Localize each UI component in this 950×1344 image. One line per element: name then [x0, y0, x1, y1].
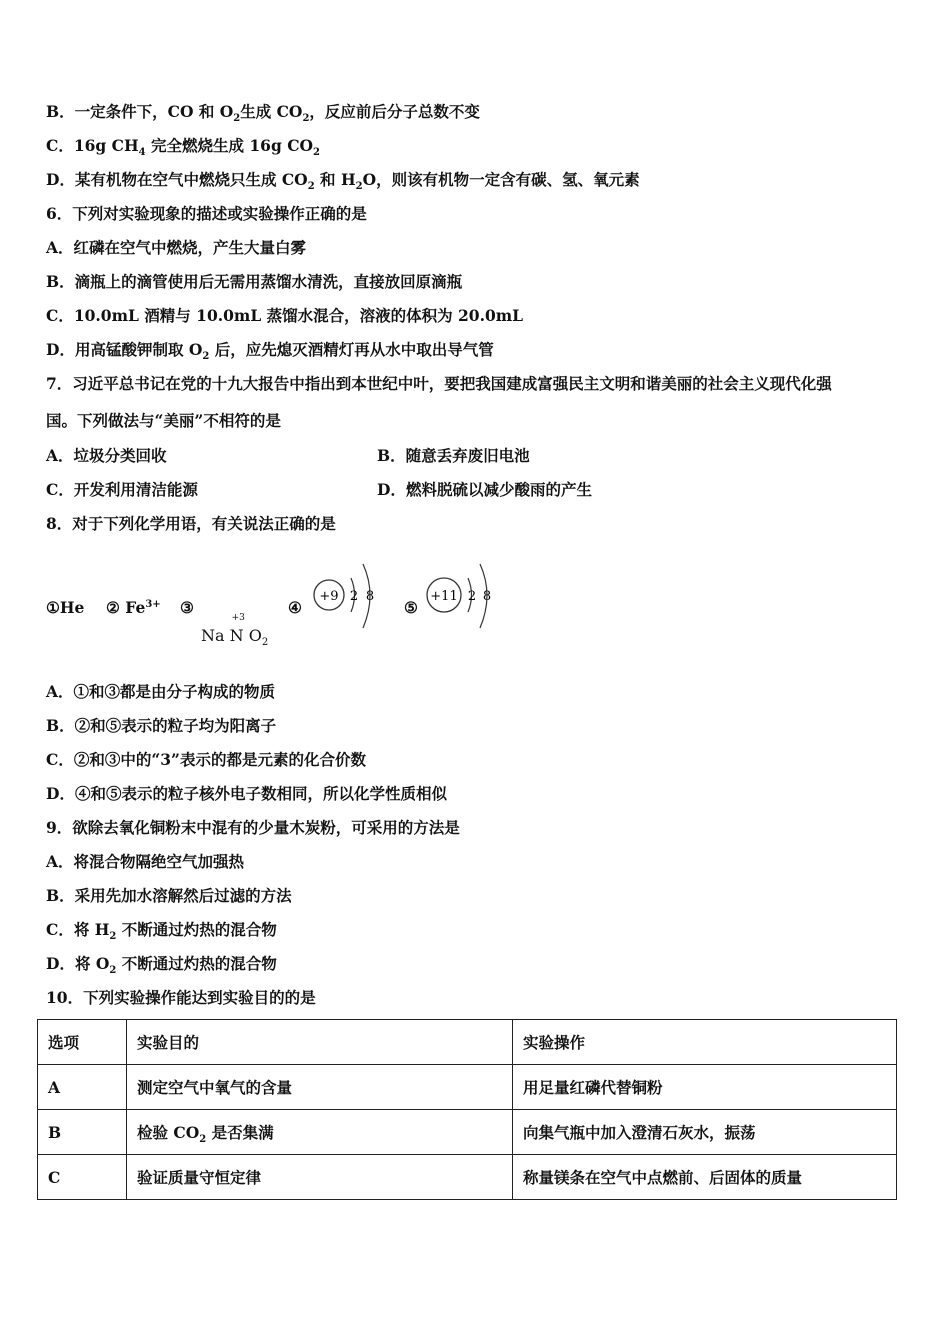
q6-option-c: C．10.0mL 酒精与 10.0mL 蒸馏水混合，溶液的体积为 20.0mL: [46, 306, 524, 325]
q8-nano2-formula: Na +3 N $O_2$: [201, 613, 269, 649]
svg-text:+11: +11: [430, 589, 458, 604]
q9-stem: 9．欲除去氧化铜粉末中混有的少量木炭粉，可采用的方法是: [46, 818, 460, 837]
svg-text:+9: +9: [319, 589, 339, 604]
svg-text:2: 2: [349, 589, 359, 604]
header-purpose: 实验目的: [127, 1020, 513, 1065]
svg-text:2: 2: [467, 589, 477, 604]
q6-option-d: D．用高锰酸钾制取 $O_2$ 后，应先熄灭酒精灯再从水中取出导气管: [46, 340, 494, 363]
q8-item-he: ①He: [46, 598, 85, 617]
q8-item-3-label: ③: [180, 598, 194, 617]
row-operation: 称量镁条在空气中点燃前、后固体的质量: [513, 1155, 897, 1200]
table-row: [38, 1155, 897, 1200]
q8-item-fe: ② $Fe^{3+}$: [106, 598, 161, 617]
q8-option-a: A．①和③都是由分子构成的物质: [46, 682, 276, 701]
q8-chem-symbols: [46, 548, 516, 658]
row-operation: 用足量红磷代替铜粉: [513, 1065, 897, 1110]
q8-option-d: D．④和⑤表示的粒子核外电子数相同，所以化学性质相似: [46, 784, 447, 803]
row-purpose: 验证质量守恒定律: [127, 1155, 513, 1200]
experiment-table: [37, 1019, 897, 1200]
svg-text:8: 8: [482, 589, 492, 604]
q8-item-5-label: ⑤: [404, 598, 418, 617]
sodium-atom-diagram: [424, 550, 514, 640]
row-option: B: [38, 1110, 127, 1155]
table-row: [38, 1065, 897, 1110]
row-option: C: [38, 1155, 127, 1200]
q8-stem: 8．对于下列化学用语，有关说法正确的是: [46, 514, 336, 533]
q7-stem-line1: 7．习近平总书记在党的十九大报告中指出到本世纪中叶，要把我国建成富强民主文明和谐美丽的社会主义现代化强: [46, 374, 832, 393]
q8-item-4-label: ④: [288, 598, 302, 617]
q8-option-c: C．②和③中的“3”表示的都是元素的化合价数: [46, 750, 366, 769]
q5-option-b: B．一定条件下，CO 和 $O_2$生成 $CO_2$，反应前后分子总数不变: [46, 102, 480, 125]
q9-option-d: D．将 $O_2$ 不断通过灼热的混合物: [46, 954, 277, 977]
row-purpose: 测定空气中氧气的含量: [127, 1065, 513, 1110]
q9-option-b: B．采用先加水溶解然后过滤的方法: [46, 886, 292, 905]
q5-option-d: D．某有机物在空气中燃烧只生成 $CO_2$ 和 $H_2O$，则该有机物一定含有碳、氢、氧元素: [46, 170, 640, 193]
fluorine-atom-diagram: [311, 550, 391, 640]
q5-option-c: C．16g $CH_4$ 完全燃烧生成 16g $CO_2$: [46, 136, 320, 159]
table-header-row: [38, 1020, 897, 1065]
q9-option-a: A．将混合物隔绝空气加强热: [46, 852, 245, 871]
q10-stem: 10．下列实验操作能达到实验目的的是: [46, 988, 316, 1007]
row-purpose: 检验 $CO_2$ 是否集满: [127, 1110, 513, 1155]
header-operation: 实验操作: [513, 1020, 897, 1065]
q6-option-a: A．红磷在空气中燃烧，产生大量白雾: [46, 238, 307, 257]
q7-option-a: A．垃圾分类回收: [46, 446, 167, 465]
header-option: 选项: [38, 1020, 127, 1065]
svg-text:8: 8: [365, 589, 375, 604]
row-option: A: [38, 1065, 127, 1110]
table-row: [38, 1110, 897, 1155]
q8-option-b: B．②和⑤表示的粒子均为阳离子: [46, 716, 277, 735]
q7-stem-line2: 国。下列做法与“美丽”不相符的是: [46, 411, 281, 430]
row-operation: 向集气瓶中加入澄清石灰水，振荡: [513, 1110, 897, 1155]
q6-option-b: B．滴瓶上的滴管使用后无需用蒸馏水清洗，直接放回原滴瓶: [46, 272, 463, 291]
q7-option-d: D．燃料脱硫以减少酸雨的产生: [377, 480, 592, 499]
q7-option-b: B．随意丢弃废旧电池: [377, 446, 530, 465]
q9-option-c: C．将 $H_2$ 不断通过灼热的混合物: [46, 920, 277, 943]
q6-stem: 6．下列对实验现象的描述或实验操作正确的是: [46, 204, 367, 223]
q7-option-c: C．开发利用清洁能源: [46, 480, 198, 499]
